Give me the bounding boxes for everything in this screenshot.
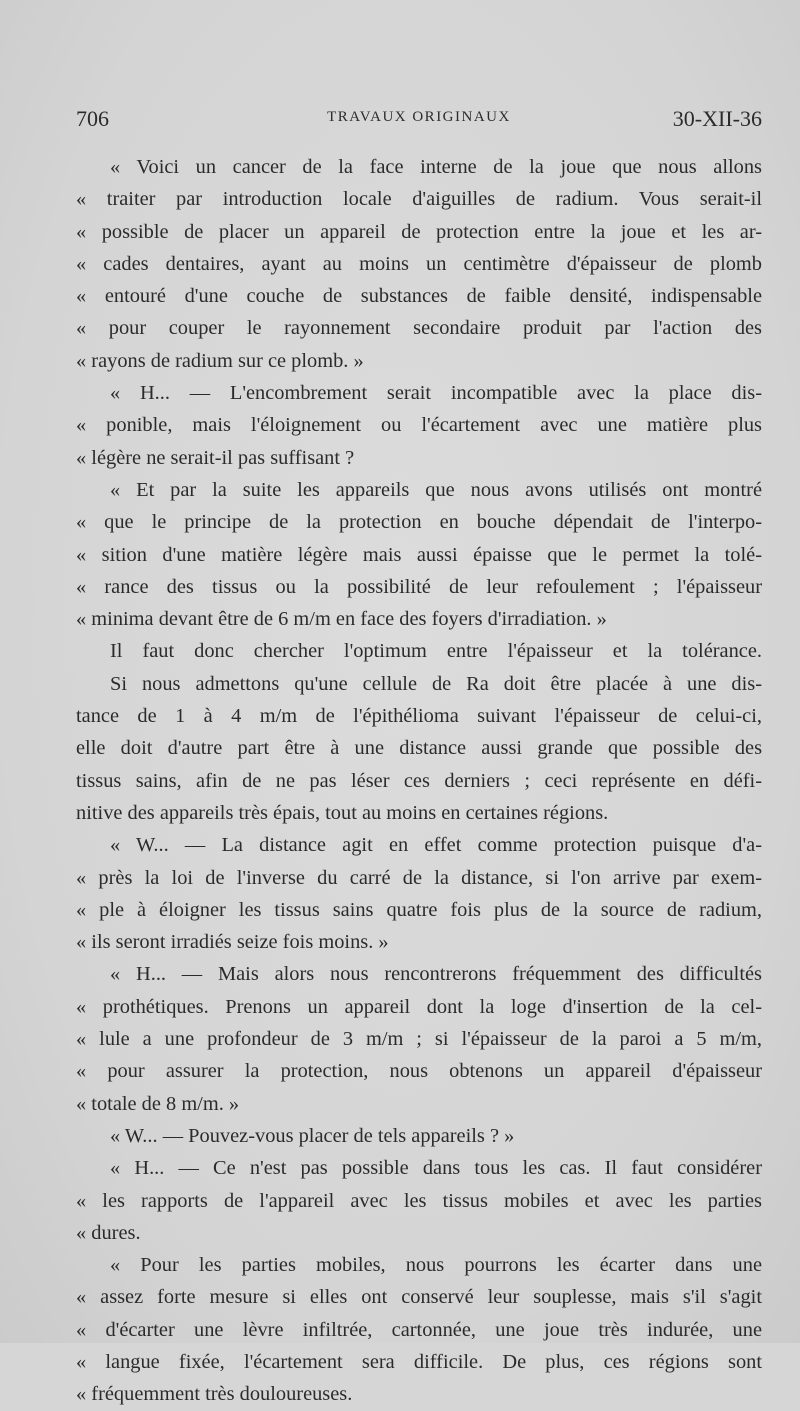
- text-line: « W... — La distance agit en effet comme protection puisque d'a-: [110, 834, 762, 857]
- text-line: « langue fixée, l'écartement sera difficile. De plus, ces régions sont: [76, 1350, 762, 1373]
- page-body-text: [76, 151, 762, 1411]
- text-line: « pour assurer la protection, nous obtenons un appareil d'épaisseur: [76, 1060, 762, 1083]
- text-line: « dures.: [76, 1221, 141, 1244]
- text-line: « sition d'une matière légère mais aussi épaisse que le permet la tolé-: [76, 543, 762, 566]
- text-line: « légère ne serait-il pas suffisant ?: [76, 446, 355, 469]
- text-line: « possible de placer un appareil de protection entre la joue et les ar-: [76, 220, 762, 243]
- text-line: « d'écarter une lèvre infiltrée, cartonnée, une joue très indurée, une: [76, 1318, 762, 1341]
- header-date: 30-XII-36: [672, 106, 762, 131]
- text-line: Il faut donc chercher l'optimum entre l'épaisseur et la tolérance.: [110, 640, 762, 663]
- text-line: « H... — L'encombrement serait incompatible avec la place dis-: [110, 382, 762, 405]
- text-line: Si nous admettons qu'une cellule de Ra doit être placée à une dis-: [110, 672, 762, 695]
- page-number: 706: [76, 106, 109, 131]
- text-line: « que le principe de la protection en bouche dépendait de l'interpo-: [76, 511, 762, 534]
- text-line: « Voici un cancer de la face interne de la joue que nous allons: [110, 156, 762, 178]
- text-line: « lule a une profondeur de 3 m/m ; si l'épaisseur de la paroi a 5 m/m,: [76, 1028, 762, 1051]
- text-line: « rayons de radium sur ce plomb. »: [76, 349, 364, 372]
- text-line: « fréquemment très douloureuses.: [76, 1383, 353, 1406]
- text-line: « W... — Pouvez-vous placer de tels appareils ? »: [110, 1124, 515, 1147]
- text-line: « Et par la suite les appareils que nous avons utilisés ont montré: [110, 478, 762, 501]
- text-line: « minima devant être de 6 m/m en face des foyers d'irradiation. »: [76, 608, 607, 631]
- text-line: « totale de 8 m/m. »: [76, 1092, 240, 1115]
- page-header: [76, 106, 762, 136]
- text-line: « H... — Mais alors nous rencontrerons fréquemment des difficultés: [110, 963, 762, 986]
- text-line: tance de 1 à 4 m/m de l'épithélioma suivant l'épaisseur de celui-ci,: [76, 705, 762, 728]
- text-line: « H... — Ce n'est pas possible dans tous les cas. Il faut considérer: [110, 1157, 762, 1180]
- text-line: « ponible, mais l'éloignement ou l'écartement avec une matière plus: [76, 414, 762, 437]
- text-line: « rance des tissus ou la possibilité de leur refoulement ; l'épaisseur: [76, 575, 762, 598]
- text-line: elle doit d'autre part être à une distance aussi grande que possible des: [76, 737, 762, 760]
- text-line: tissus sains, afin de ne pas léser ces derniers ; ceci représente en défi-: [76, 769, 762, 792]
- text-line: « prothétiques. Prenons un appareil dont la loge d'insertion de la cel-: [76, 995, 762, 1018]
- text-line: « traiter par introduction locale d'aiguilles de radium. Vous serait-il: [76, 188, 762, 211]
- text-line: « près la loi de l'inverse du carré de la distance, si l'on arrive par exem-: [76, 866, 762, 889]
- text-line: « entouré d'une couche de substances de faible densité, indispensable: [76, 285, 762, 308]
- text-line: « ils seront irradiés seize fois moins. »: [76, 931, 389, 954]
- text-line: « cades dentaires, ayant au moins un centimètre d'épaisseur de plomb: [76, 252, 762, 275]
- text-line: nitive des appareils très épais, tout au moins en certaines régions.: [76, 801, 609, 824]
- text-line: « les rapports de l'appareil avec les tissus mobiles et avec les parties: [76, 1189, 762, 1212]
- text-line: « Pour les parties mobiles, nous pourrons les écarter dans une: [110, 1254, 762, 1277]
- text-line: « assez forte mesure si elles ont conservé leur souplesse, mais s'il s'agit: [76, 1286, 762, 1309]
- text-line: « ple à éloigner les tissus sains quatre fois plus de la source de radium,: [76, 898, 762, 921]
- running-title: TRAVAUX ORIGINAUX: [327, 109, 511, 125]
- text-line: « pour couper le rayonnement secondaire produit par l'action des: [76, 317, 762, 340]
